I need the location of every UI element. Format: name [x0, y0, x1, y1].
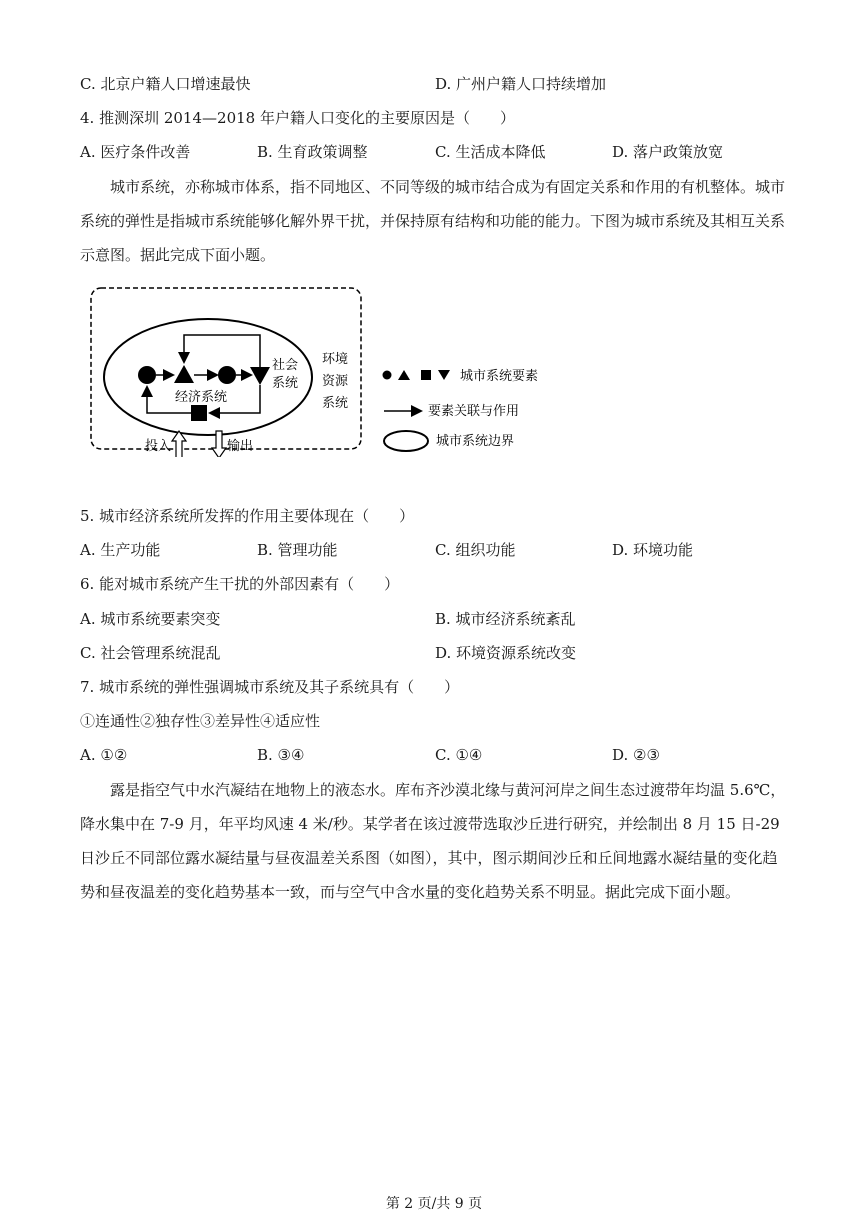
legend-elements-label: 城市系统要素: [460, 369, 539, 384]
q3-option-d: D. 广州户籍人口持续增加: [435, 75, 607, 93]
q4-option-a: A. 医疗条件改善: [80, 143, 191, 161]
output-label: 输出: [227, 439, 254, 454]
element-square: [191, 405, 207, 421]
q7-items: ①连通性②独存性③差异性④适应性: [80, 712, 321, 730]
passage-urban-system: 城市系统，亦称城市体系，指不同地区、不同等级的城市结合成为有固定关系和作用的有机整体。城市系统的弹性是指城市系统能够化解外界干扰，并保持原有结构和功能的能力。下图为城市系统及其相互关系示意图。据此完成下面小题。: [80, 178, 786, 264]
social-system-label-1: 社会: [272, 358, 299, 373]
q7-option-d: D. ②③: [612, 746, 660, 764]
input-label: 投入: [145, 439, 172, 454]
q6-option-d: D. 环境资源系统改变: [435, 644, 577, 662]
q7-option-a: A. ①②: [80, 746, 128, 764]
env-label-1: 环境: [322, 352, 349, 367]
page-number: 第 2 页/共 9 页: [385, 1196, 483, 1212]
economic-system-label: 经济系统: [175, 390, 228, 405]
q6-option-c: C. 社会管理系统混乱: [80, 644, 221, 662]
q5-option-a: A. 生产功能: [80, 541, 161, 559]
legend-ellipse-icon: [384, 431, 428, 451]
q4-option-d: D. 落户政策放宽: [612, 143, 724, 161]
q7-option-c: C. ①④: [435, 746, 483, 764]
q7-stem: 7. 城市系统的弹性强调城市系统及其子系统具有（ ）: [80, 678, 460, 696]
legend-circle-icon: [383, 371, 392, 380]
q4-stem: 4. 推测深圳 2014—2018 年户籍人口变化的主要原因是（ ）: [80, 109, 515, 127]
q3-option-c: C. 北京户籍人口增速最快: [80, 75, 251, 93]
legend-triangle-down-icon: [438, 370, 450, 380]
q6-stem: 6. 能对城市系统产生干扰的外部因素有（ ）: [80, 575, 400, 593]
q5-option-d: D. 环境功能: [612, 541, 694, 559]
passage-dew: 露是指空气中水汽凝结在地物上的液态水。库布齐沙漠北缘与黄河河岸之间生态过渡带年均温 5.6℃，降水集中在 7-9 月，年平均风速 4 米/秒。某学者在该过渡带选取沙丘进行研究，并绘制出 8 月 15 日-29 日沙丘不同部位露水凝结量与昼夜温差关系图（如图），其中，图示期间沙丘和丘间地露水凝结量的变化趋势和昼夜温差的变化趋势基本一致，而与空气中含水量的变化趋势关系不明显。据此完成下面小题。: [80, 781, 786, 901]
q5-option-b: B. 管理功能: [257, 541, 338, 559]
q4-option-c: C. 生活成本降低: [435, 143, 546, 161]
env-label-3: 系统: [322, 396, 349, 411]
element-circle-1: [138, 366, 156, 384]
legend-arrow-label: 要素关联与作用: [428, 404, 520, 419]
urban-system-diagram: [90, 287, 550, 457]
q6-option-a: A. 城市系统要素突变: [80, 610, 221, 628]
element-triangle-up: [174, 365, 194, 383]
element-circle-2: [218, 366, 236, 384]
q5-stem: 5. 城市经济系统所发挥的作用主要体现在（ ）: [80, 507, 415, 525]
element-triangle-down: [250, 367, 270, 385]
legend-triangle-icon: [398, 370, 410, 380]
input-arrow-icon: [172, 431, 186, 457]
env-label-2: 资源: [322, 374, 349, 389]
q6-option-b: B. 城市经济系统紊乱: [435, 610, 576, 628]
q7-option-b: B. ③④: [257, 746, 305, 764]
q4-option-b: B. 生育政策调整: [257, 143, 368, 161]
q5-option-c: C. 组织功能: [435, 541, 516, 559]
legend-square-icon: [421, 370, 431, 380]
social-system-label-2: 系统: [272, 376, 299, 391]
legend-boundary-label: 城市系统边界: [436, 434, 515, 449]
